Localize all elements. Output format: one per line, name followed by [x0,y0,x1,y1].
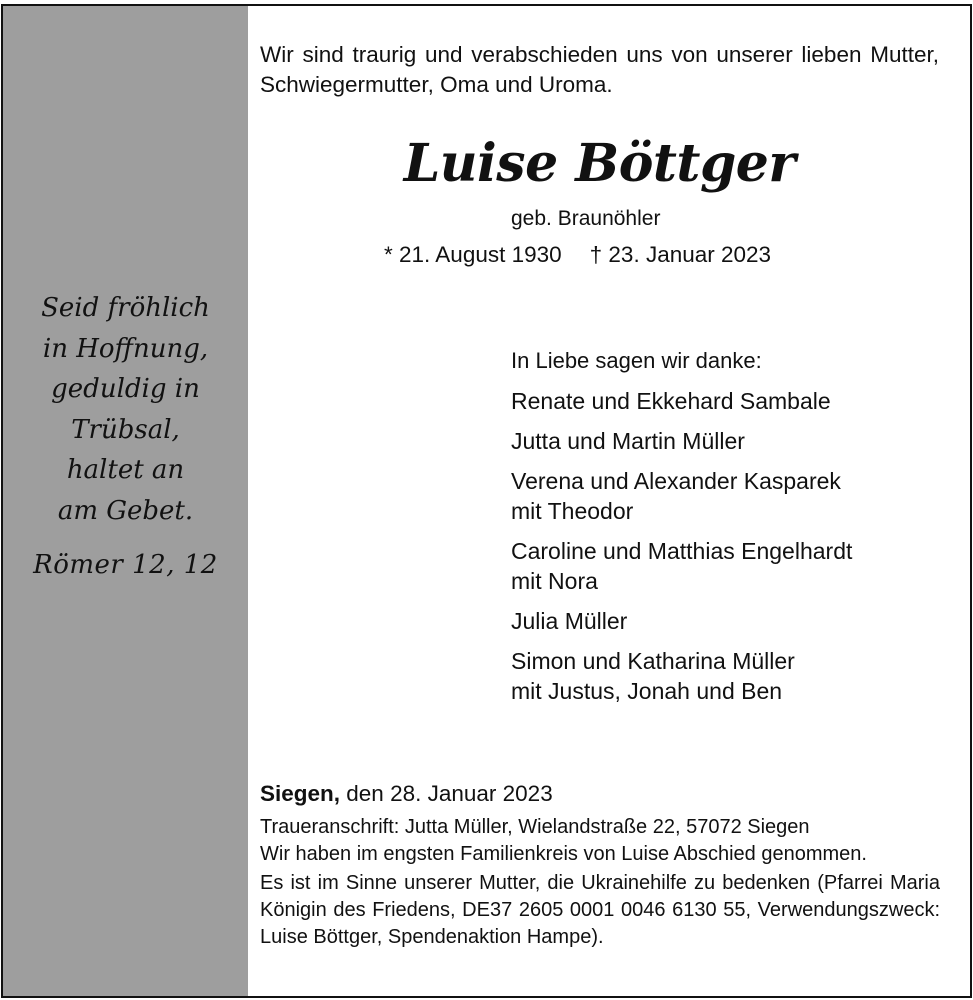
verse-line: haltet an [66,455,185,485]
place-name: Siegen, [260,781,341,806]
verse-line: am Gebet. [57,495,194,526]
intro-text: Wir sind traurig und verabschieden uns von unserer lieben Mutter, Schwiegermutter, Oma und Uroma. [260,42,939,97]
mourners-list [511,346,941,716]
mourner-line: Jutta und Martin Müller [511,428,745,454]
verse-line: geduldig in [51,374,200,404]
notice-body [260,6,940,996]
mourner-entry [511,426,941,456]
verse-line: in Hoffnung, [42,333,209,364]
mourner-entry [511,466,941,526]
verse-reference: Römer 12, 12 [33,550,218,580]
mourner-entry [511,646,941,706]
mourner-line: Julia Müller [511,608,628,634]
life-dates [384,240,771,270]
deceased-name: Luise Böttger [403,133,796,194]
notice-date: den 28. Januar 2023 [340,781,553,806]
verse-sidebar [3,6,248,996]
funeral-address: Traueranschrift: Jutta Müller, Wielandstraße 22, 57072 Siegen [260,816,810,838]
mourner-line: Verena und Alexander Kasparek [511,468,841,494]
maiden-name: geb. Braunöhler [511,207,661,230]
mourner-line: Simon und Katharina Müller [511,648,795,674]
mourner-line: Caroline und Matthias Engelhardt [511,538,853,564]
donation-note: Es ist im Sinne unserer Mutter, die Ukrainehilfe zu bedenken (Pfarrei Maria Königin des Friedens, DE37 2605 0001 0046 6130 55, Verwendungszweck: Luise Böttger, Spendenaktion Hampe). [260,872,940,948]
mourner-line: Renate und Ekkehard Sambale [511,388,831,414]
bible-verse [3,288,248,586]
mourner-line: mit Nora [511,568,598,594]
death-date: † 23. Januar 2023 [589,242,772,267]
verse-line: Trübsal, [71,414,180,445]
mourner-line: mit Theodor [511,498,634,524]
place-date [260,779,940,809]
obituary-notice [1,4,972,998]
mourner-entry [511,536,941,596]
mourner-entry [511,606,941,636]
birth-date: * 21. August 1930 [384,242,562,267]
mourner-line: mit Justus, Jonah und Ben [511,678,783,704]
verse-line: Seid fröhlich [41,293,210,323]
farewell-note: Wir haben im engsten Familienkreis von Luise Abschied genommen. [260,843,867,865]
notice-footer [260,779,940,951]
mourner-entry [511,386,941,416]
thanks-heading: In Liebe sagen wir danke: [511,348,762,373]
